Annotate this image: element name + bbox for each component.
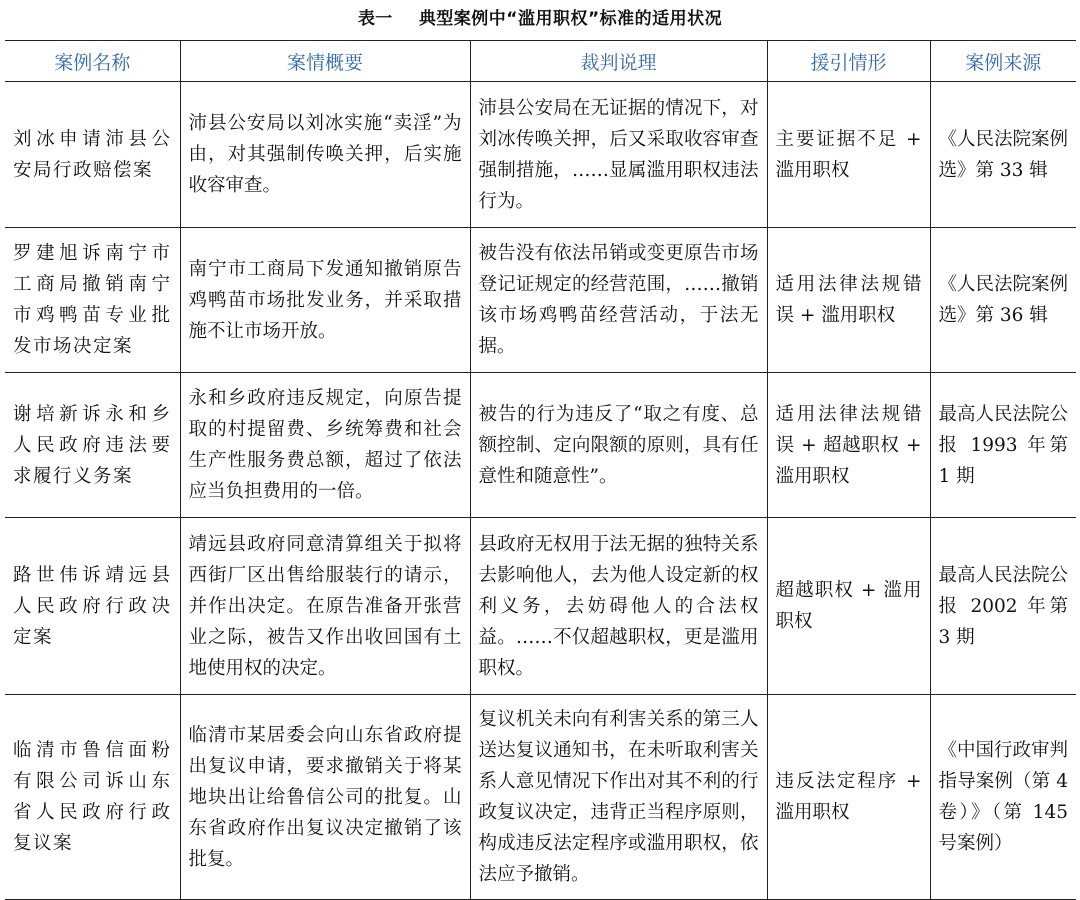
table-number: 表一: [357, 9, 393, 29]
cited-cell: 超越职权 + 滥用职权: [767, 518, 930, 695]
reasoning-cell: 被告的行为违反了“取之有度、总额控制、定向限额的原则，具有任意性和随意性”。: [470, 373, 767, 518]
source-cell: 《人民法院案例选》第 33 辑: [930, 82, 1076, 228]
case-summary-cell: 靖远县政府同意清算组关于拟将西街厂区出售给服装行的请示，并作出决定。在原告准备开张营业之际，被告又作出收回国有土地使用权的决定。: [180, 518, 470, 695]
col-header-source: 案例来源: [930, 41, 1076, 82]
table-title: 典型案例中“滥用职权”标准的适用状况: [418, 9, 723, 29]
reasoning-cell: 县政府无权用于法无据的独特关系去影响他人，去为他人设定新的权利义务，去妨碍他人的合法权益。……不仅超越职权，更是滥用职权。: [470, 518, 767, 695]
cited-cell: 适用法律法规错误 + 超越职权 + 滥用职权: [767, 373, 930, 518]
source-cell: 《人民法院案例选》第 36 辑: [930, 228, 1076, 373]
reasoning-cell: 复议机关未向有利害关系的第三人送达复议通知书，在未听取利害关系人意见情况下作出对其不利的行政复议决定，违背正当程序原则，构成违反法定程序或滥用职权，依法应予撤销。: [470, 695, 767, 900]
reasoning-cell: 被告没有依法吊销或变更原告市场登记证规定的经营范围，……撤销该市场鸡鸭苗经营活动，于法无据。: [470, 228, 767, 373]
header-row: [5, 41, 1076, 82]
case-name-cell: 临清市鲁信面粉有限公司诉山东省人民政府行政复议案: [5, 695, 180, 900]
source-cell: 最高人民法院公报 2002 年第 3 期: [930, 518, 1076, 695]
case-summary-cell: 南宁市工商局下发通知撤销原告鸡鸭苗市场批发业务，并采取措施不让市场开放。: [180, 228, 470, 373]
case-name-cell: 刘冰申请沛县公安局行政赔偿案: [5, 82, 180, 228]
cases-table: [5, 40, 1076, 900]
case-name-cell: 罗建旭诉南宁市工商局撤销南宁市鸡鸭苗专业批发市场决定案: [5, 228, 180, 373]
col-header-case-name: 案例名称: [5, 41, 180, 82]
table-row: [5, 695, 1076, 900]
table-caption: [0, 4, 1080, 29]
cited-cell: 主要证据不足 + 滥用职权: [767, 82, 930, 228]
col-header-reasoning: 裁判说理: [470, 41, 767, 82]
source-cell: 《中国行政审判指导案例（第 4 卷）》（第 145 号案例）: [930, 695, 1076, 900]
table-row: [5, 228, 1076, 373]
case-summary-cell: 永和乡政府违反规定，向原告提取的村提留费、乡统筹费和社会生产性服务费总额，超过了依法应当负担费用的一倍。: [180, 373, 470, 518]
table-row: [5, 373, 1076, 518]
table-row: [5, 518, 1076, 695]
col-header-cited: 援引情形: [767, 41, 930, 82]
case-name-cell: 路世伟诉靖远县人民政府行政决定案: [5, 518, 180, 695]
source-cell: 最高人民法院公报 1993 年第 1 期: [930, 373, 1076, 518]
reasoning-cell: 沛县公安局在无证据的情况下，对刘冰传唤关押，后又采取收容审查强制措施，……显属滥用职权违法行为。: [470, 82, 767, 228]
col-header-summary: 案情概要: [180, 41, 470, 82]
table-row: [5, 82, 1076, 228]
case-name-cell: 谢培新诉永和乡人民政府违法要求履行义务案: [5, 373, 180, 518]
case-summary-cell: 沛县公安局以刘冰实施“卖淫”为由，对其强制传唤关押，后实施收容审查。: [180, 82, 470, 228]
cited-cell: 违反法定程序 + 滥用职权: [767, 695, 930, 900]
case-summary-cell: 临清市某居委会向山东省政府提出复议申请，要求撤销关于将某地块出让给鲁信公司的批复。山东省政府作出复议决定撤销了该批复。: [180, 695, 470, 900]
cited-cell: 适用法律法规错误 + 滥用职权: [767, 228, 930, 373]
